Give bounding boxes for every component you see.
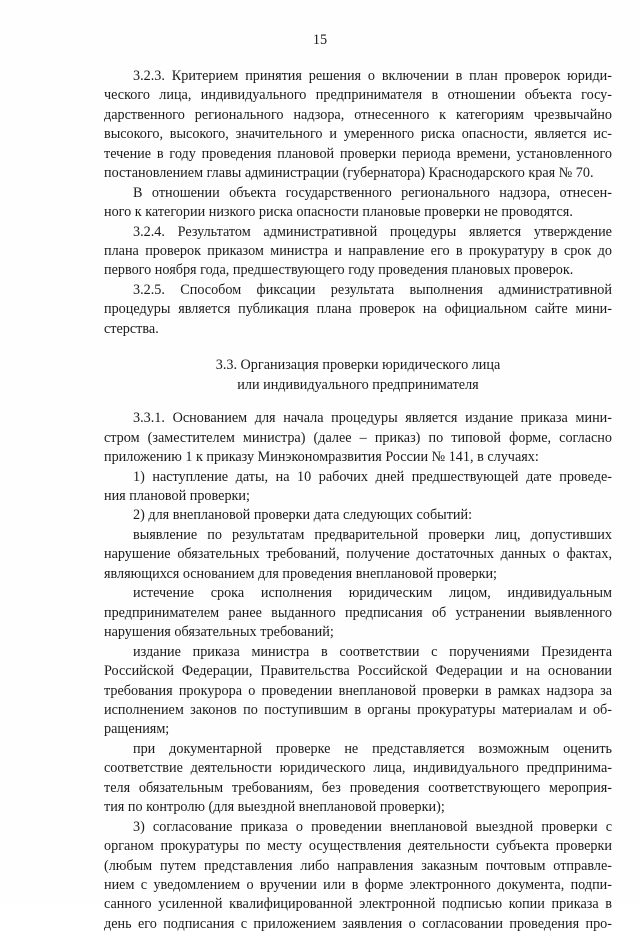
text-line: истечение срока исполнения юридическим лицом, индивидуальным	[133, 585, 612, 601]
text-line: санного усиленной квалифицированной электронной подписью копии приказа в	[104, 896, 612, 912]
text-line: нием с уведомлением о вручении или в форме электронного документа, подпи-	[104, 877, 612, 893]
text-line: течение в году проведения плановой проверки периода времени, установленного	[104, 146, 612, 162]
text-line: при документарной проверке не представляется возможным оценить	[133, 741, 612, 757]
text-line: органом прокуратуры по месту осуществления деятельности субъекта проверки	[104, 838, 612, 854]
section-heading-line: 3.3. Организация проверки юридического лица	[215, 357, 501, 373]
text-line: предпринимателем ранее выданного предписания об устранении выявленного	[104, 605, 612, 621]
text-line: стром (заместителем министра) (далее – приказ) по типовой форме, согласно	[104, 430, 612, 446]
text-line: 3.2.3. Критерием принятия решения о включении в план проверок юриди-	[133, 68, 612, 84]
text-line: приложению 1 к приказу Минэкономразвития России № 141, в случаях:	[104, 449, 539, 465]
text-line: 3.3.1. Основанием для начала процедуры является издание приказа мини-	[133, 410, 612, 426]
text-line: дарственного регионального надзора, отнесенного к категориям чрезвычайно	[104, 107, 612, 123]
text-line: ращениям;	[104, 721, 170, 737]
text-line: теля обязательным требованиям, без проведения соответствующего мероприя-	[104, 780, 612, 796]
text-line: выявление по результатам предварительной проверки лиц, допустивших	[133, 527, 612, 543]
text-line: нарушение обязательных требований, получение достаточных данных о фактах,	[104, 546, 612, 562]
text-line: постановлением главы администрации (губернатора) Краснодарского края № 70.	[104, 165, 594, 181]
text-line: тия по контролю (для выездной внеплановой проверки);	[104, 799, 445, 815]
section-heading-line: или индивидуального предпринимателя	[237, 377, 479, 393]
text-line: являющихся основанием для проведения внеплановой проверки;	[104, 566, 498, 582]
text-line: ческого лица, индивидуального предпринимателя в отношении объекта госу-	[104, 87, 612, 103]
text-line: 1) наступление даты, на 10 рабочих дней предшествующей дате проведе-	[133, 469, 612, 485]
text-line: ного к категории низкого риска опасности плановые проверки не проводятся.	[104, 204, 573, 220]
text-line: процедуры является публикация плана проверок на официальном сайте мини-	[104, 301, 612, 317]
text-line: издание приказа министра в соответствии с поручениями Президента	[133, 644, 612, 660]
text-line: 3.2.4. Результатом административной процедуры является утверждение	[133, 224, 612, 240]
text-line: исполнением законов по поступившим в органы прокуратуры материалам и об-	[104, 702, 612, 718]
text-line: 3.2.5. Способом фиксации результата выполнения административной	[133, 282, 612, 298]
text-line: В отношении объекта государственного регионального надзора, отнесен-	[133, 185, 612, 201]
text-line: 2) для внеплановой проверки дата следующих событий:	[133, 507, 473, 523]
text-line: нарушения обязательных требований;	[104, 624, 334, 640]
text-line: Российской Федерации, Правительства Российской Федерации и на основании	[104, 663, 612, 679]
page-number: 15	[312, 32, 328, 48]
text-line: ния плановой проверки;	[104, 488, 250, 504]
text-line: день его подписания с приложением заявления о согласовании проведения про-	[104, 916, 612, 932]
text-line: (любым путем представления либо направления заказным почтовым отправле-	[104, 858, 612, 874]
text-line: плана проверок приказом министра и направление его в прокуратуру в срок до	[104, 243, 612, 259]
text-line: стерства.	[104, 321, 159, 337]
text-line: 3) согласование приказа о проведении внеплановой выездной проверки с	[133, 819, 612, 835]
text-line: требования прокурора о проведении внеплановой проверки в рамках надзора за	[104, 683, 612, 699]
text-line: соответствие деятельности юридического лица, индивидуального предпринима-	[104, 760, 612, 776]
text-line: высокого, высокого, значительного и умеренного риска опасности, является ис-	[104, 126, 612, 142]
text-line: первого ноября года, предшествующего году проведения плановых проверок.	[104, 262, 574, 278]
